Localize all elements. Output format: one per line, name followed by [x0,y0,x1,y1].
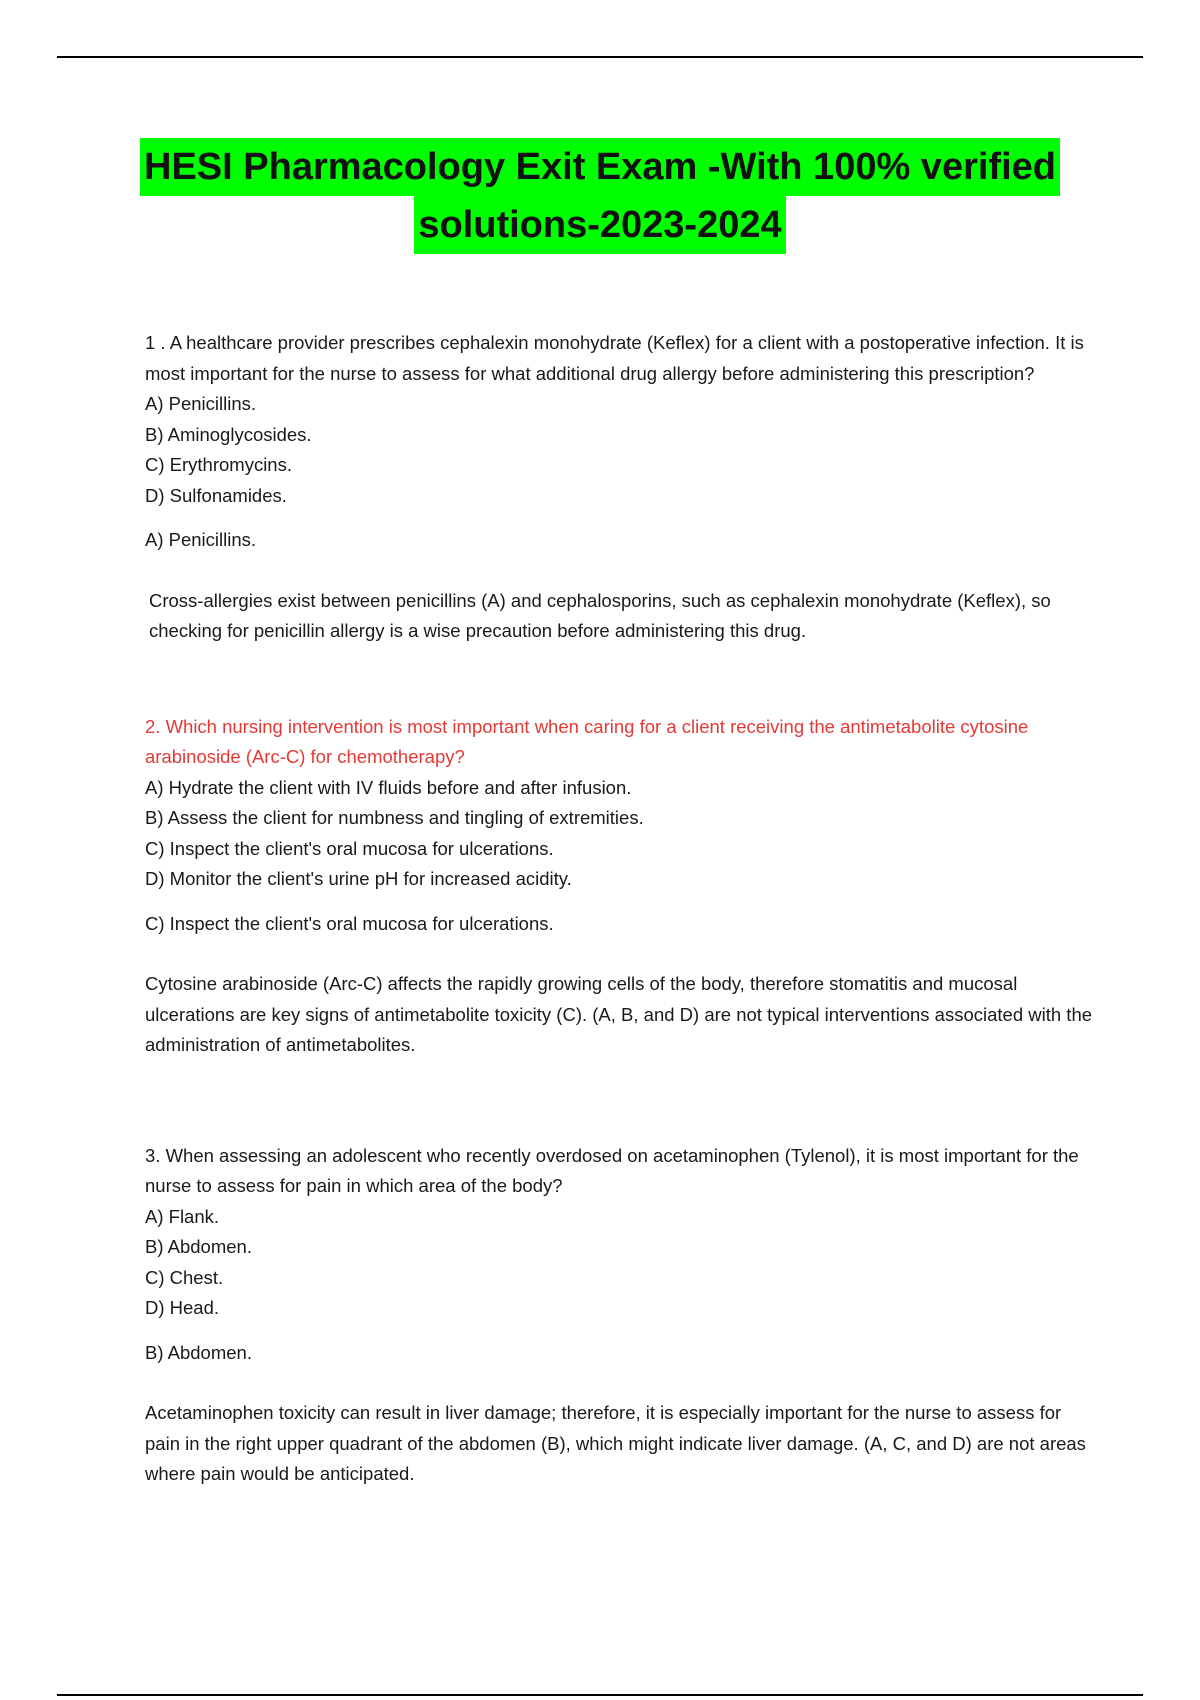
document-title [0,138,1200,254]
option-a: A) Hydrate the client with IV fluids before and after infusion. [145,776,632,798]
option-a: A) Penicillins. [145,393,257,414]
option-d: D) Monitor the client's urine pH for increased acidity. [145,868,572,889]
rationale-text: Cytosine arabinoside (Arc-C) affects the rapidly growing cells of the body, therefore stomatitis and mucosal ulcerations are key signs of antimetabolite toxicity (C). (A, B, and D) are not typical interventions associated with the administration of antimetabolites. [145,973,1093,1055]
option-c: C) Inspect the client's oral mucosa for ulcerations. [145,837,554,859]
top-rule [57,56,1143,58]
title-line-2: solutions-2023-2024 [414,196,785,254]
question-text: 1 . A healthcare provider prescribes cephalexin monohydrate (Keflex) for a client with a postoperative infection. It is most important for the nurse to assess for what additional drug allergy before administering this prescription? [145,332,1084,384]
rationale-text: Acetaminophen toxicity can result in liver damage; therefore, it is especially important for the nurse to assess for pain in the right upper quadrant of the abdomen (B), which might indicate liver damage. (A, C, and D) are not areas where pain would be anticipated. [145,1402,1086,1484]
option-d: D) Head. [145,1297,220,1318]
question-block-2 [145,712,1095,1061]
option-b: B) Assess the client for numbness and tingling of extremities. [145,807,644,828]
option-b: B) Abdomen. [145,1236,252,1257]
answer-text: C) Inspect the client's oral mucosa for ulcerations. [145,912,554,934]
question-text: 3. When assessing an adolescent who recently overdosed on acetaminophen (Tylenol), it is most important for the nurse to assess for pain in which area of the body? [145,1144,1079,1196]
option-c: C) Chest. [145,1266,224,1288]
options-list [145,773,1095,895]
title-line-1: HESI Pharmacology Exit Exam -With 100% verified [140,138,1060,196]
options-list [145,1202,1095,1324]
option-a: A) Flank. [145,1205,220,1227]
answer-text: A) Penicillins. [145,529,257,550]
option-b: B) Aminoglycosides. [145,423,312,445]
bottom-rule [57,1694,1143,1696]
answer-text: B) Abdomen. [145,1341,252,1363]
option-d: D) Sulfonamides. [145,484,287,506]
option-c: C) Erythromycins. [145,454,292,475]
rationale-text: Cross-allergies exist between penicillins (A) and cephalosporins, such as cephalexin monohydrate (Keflex), so checking for penicillin allergy is a wise precaution before administering this drug. [149,589,1051,641]
options-list [145,389,1095,511]
questions-section [145,328,1095,1490]
question-block-1 [145,328,1095,647]
question-block-3 [145,1141,1095,1490]
question-text: 2. Which nursing intervention is most important when caring for a client receiving the antimetabolite cytosine arabinoside (Arc-C) for chemotherapy? [145,715,1029,767]
